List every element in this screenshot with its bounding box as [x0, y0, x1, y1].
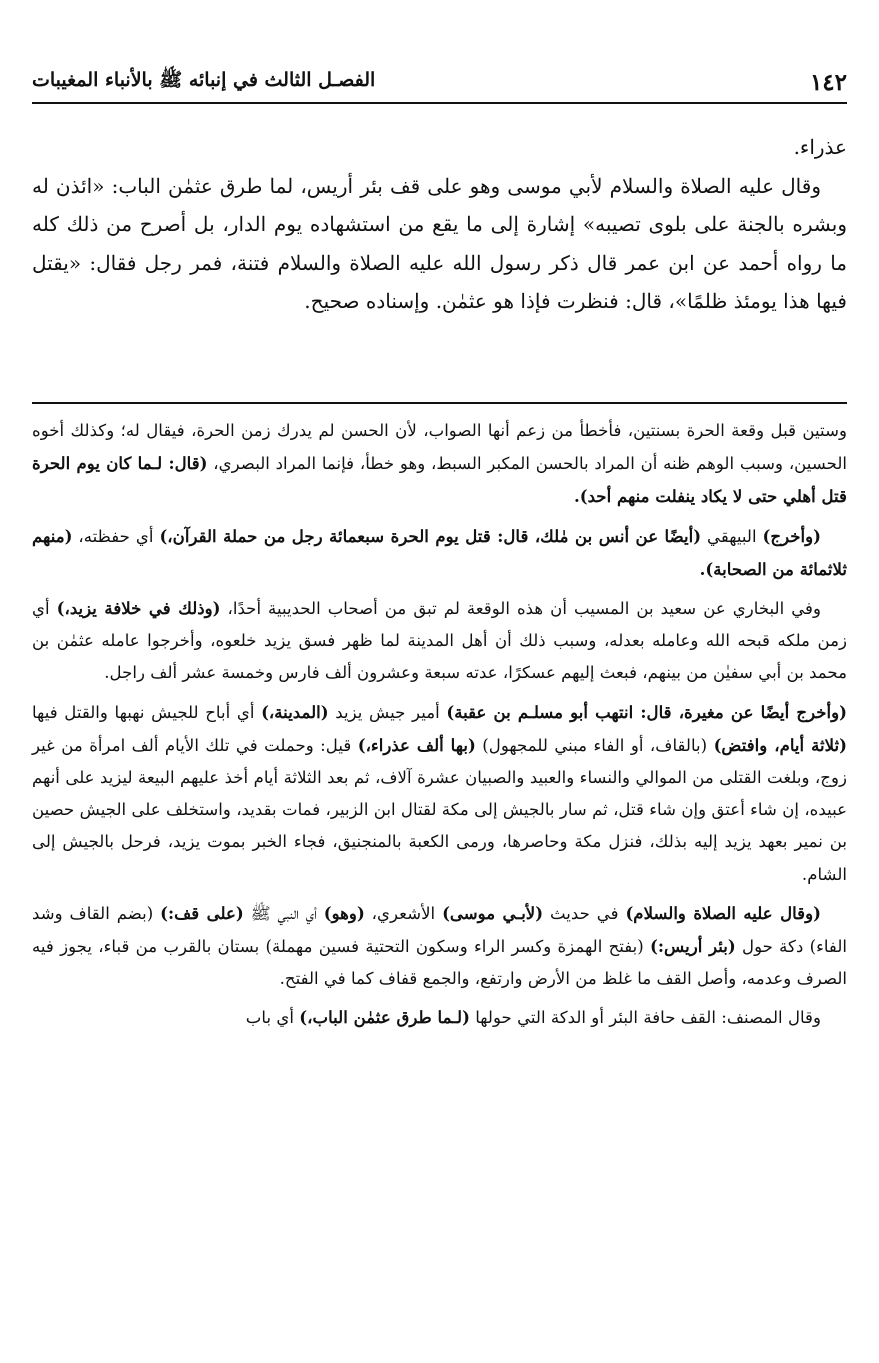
commentary-quote: (وأخرج أيضًا عن مغيرة، قال: انتهب أبو مسلـم بن عقبة)	[446, 701, 848, 722]
commentary-text-span: (بالقاف، أو الفاء مبني للمجهول)	[475, 735, 714, 755]
commentary-paragraph-1	[32, 415, 847, 514]
commentary-text-span: الأشعري،	[364, 903, 443, 923]
commentary-paragraph-4	[32, 696, 847, 891]
commentary-paragraph-3	[32, 592, 847, 690]
commentary-quote: (بئر أريس:)	[650, 936, 736, 957]
commentary-text-span: أي باب	[245, 1008, 300, 1028]
commentary-text-span: قيل: وحملت في تلك الأيام ألف امرأة من غير زوج، وبلغت القتلى من الموالي والنساء والعبيد والصبيان عشرة آلاف، ثم بعد الثلاثة أيام أخذ عليهم البيعة ليزيد على أنهم عبيده، إن شاء أعتق وإن شاء قتل، ثم سار بالجيش إلى مكة لقتال ابن الزبير، فمات بقديد، واستخلف على الجيش حصين بن نمير بعهد يزيد إليه بذلك، فنزل مكة وحاصرها، ورمى الكعبة بالمنجنيق، فجاء الخبر بموت يزيد، فرحل بالجيش إلى الشام.	[32, 735, 847, 884]
commentary-quote: (وأخرج)	[762, 525, 821, 546]
commentary-quote: (منهم ثلاثمائة من الصحابة).	[32, 525, 847, 579]
commentary-text-span: في حديث	[543, 903, 626, 923]
commentary-text-span: أي حفظته،	[72, 526, 160, 546]
commentary-paragraph-6	[32, 1001, 847, 1034]
commentary-quote: (وذلك في خلافة يزيد،)	[56, 598, 221, 619]
running-title: الفصـل الثالث في إنبائه ﷺ بالأنباء المغيبات	[32, 69, 376, 91]
commentary-text-span: البيهقي	[701, 526, 763, 546]
commentary-quote: (لـما طرق عثمٰن الباب،)	[299, 1007, 470, 1028]
commentary-quote: (بها ألف عذراء،)	[357, 734, 476, 755]
commentary-text-span: أي النبي ﷺ	[243, 903, 324, 923]
page-header	[32, 62, 847, 104]
commentary-quote: (قال: لـما كان يوم الحرة قتل أهلي حتى لا يكاد ينفلت منهم أحد).	[32, 453, 847, 507]
main-paragraph-1: عذراء.	[793, 135, 847, 159]
commentary-paragraph-5	[32, 897, 847, 996]
commentary-quote: (لأبـي موسى)	[442, 902, 544, 923]
commentary-text	[32, 415, 847, 1041]
commentary-text-span: (بفتح الهمزة وكسر الراء وسكون التحتية فسين مهملة) بستان بالقرب من قباء، يجوز فيه الصرف وعدمه، وأصل القف ما غلظ من الأرض وارتفع، والجمع قفاف كما في الفتح.	[32, 937, 847, 989]
commentary-text-span: أي أباح للجيش نهبها والقتل فيها	[32, 702, 262, 722]
text-separator	[32, 402, 847, 404]
commentary-quote: (ثلاثة أيام، وافتض)	[713, 734, 847, 755]
commentary-text-span: أمير جيش يزيد	[328, 702, 447, 722]
commentary-text-span: أي زمن ملكه قبحه الله وعامله بعدله، وسبب ذلك أن أهل المدينة لما ظهر فسق يزيد خلعوه، وأخرجوا عامله عثمٰن بن محمد بن أبي سفيٰن من بينهم، فبعث إليهم عسكرًا، عدته سبعة وعشرون ألف فارس وخمسة عشر ألف راجل.	[32, 599, 847, 683]
commentary-text-span: وستين قبل وقعة الحرة بسنتين، فأخطأ من زعم أنها الصواب، لأن الحسن لم يدرك زمن الحرة، فيقال له؛ وكذلك أخوه الحسين، وسبب الوهم ظنه أن المراد بالحسن المكبر السبط، وهو خطأ، فإنما المراد البصري،	[32, 421, 847, 474]
commentary-text-span: (بضم القاف وشد الفاء) دكة حول	[32, 903, 847, 957]
page-number: ١٤٢	[809, 68, 847, 96]
commentary-text-span: وفي البخاري عن سعيد بن المسيب أن هذه الوقعة لم تبق من أصحاب الحديبية أحدًا،	[220, 599, 821, 619]
main-paragraph-2: وقال عليه الصلاة والسلام لأبي موسى وهو على قف بئر أريس، لما طرق عثمٰن الباب: «ائذن له وبشره بالجنة على بلوى تصيبه» إشارة إلى ما يقع من استشهاده يوم الدار، بل أصرح من ذلك كله ما رواه أحمد عن ابن عمر قال ذكر رسول الله عليه الصلاة والسلام فتنة، فمر رجل فقال: «يقتل فيها هذا يومئذ ظلمًا»، قال: فنظرت فإذا هو عثمٰن. وإسناده صحيح.	[32, 173, 847, 313]
commentary-quote: (المدينة،)	[261, 701, 329, 722]
commentary-quote: (أيضًا عن أنس بن مٰلك، قال: قتل يوم الحرة سبعمائة رجل من حملة القرآن،)	[159, 525, 702, 546]
commentary-quote: (وقال عليه الصلاة والسلام)	[625, 902, 821, 923]
commentary-paragraph-2	[32, 520, 847, 586]
commentary-quote: (على قف:)	[160, 902, 244, 923]
main-text	[32, 128, 847, 321]
commentary-quote: (وهو)	[323, 902, 365, 923]
commentary-text-span: وقال المصنف: القف حافة البئر أو الدكة التي حولها	[469, 1008, 821, 1028]
